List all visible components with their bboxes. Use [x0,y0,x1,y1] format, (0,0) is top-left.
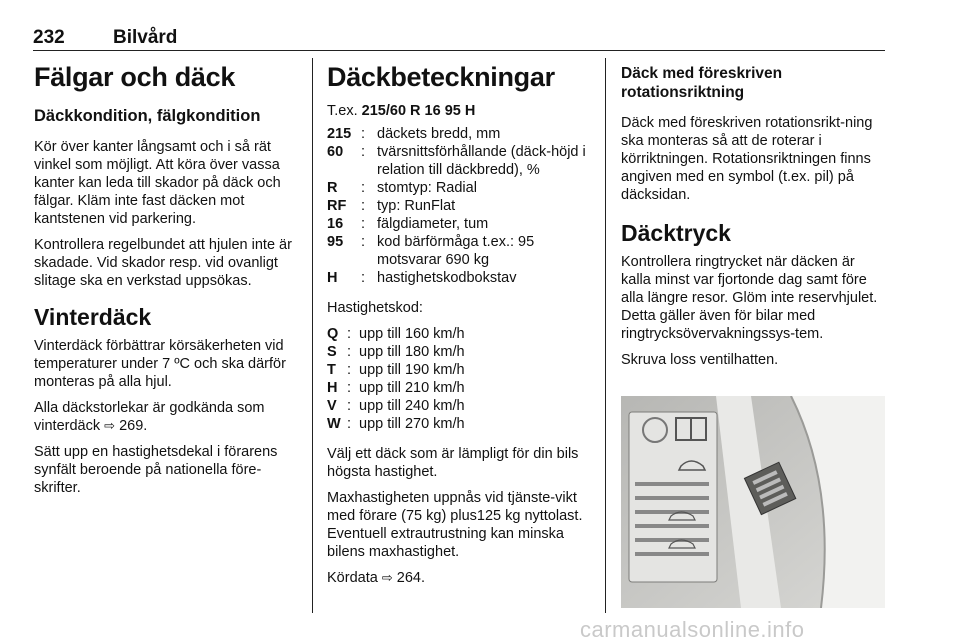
paragraph: Välj ett däck som är lämpligt för din bils högsta hastighet. [327,446,579,480]
paragraph-text: Alla däckstorlekar är godkända som vinterdäck [34,400,265,434]
code-description: kod bärförmåga t.ex.: 95 motsvarar 690 kg [377,234,535,268]
paragraph: Sätt upp en hastighetsdekal i förarens synfält beroende på nationella före-skrifter. [34,444,278,496]
code-key: V [327,398,337,414]
table-row [327,325,465,343]
table-row [327,179,592,197]
tire-pressure-label-photo [621,396,885,608]
table-row [327,233,592,269]
colon: : [347,362,352,378]
main-heading: Fälgar och däck [34,62,236,92]
paragraph: Vinterdäck förbättrar körsäkerheten vid temperaturer under 7 ºC och ska därför monteras på alla hjul. [34,338,286,390]
speed-heading: Hastighetskod: [327,300,423,316]
column-3 [621,58,887,377]
code-description: hastighetskodbokstav [377,270,517,286]
code-description: upp till 240 km/h [359,398,465,414]
page-ref-link[interactable]: 269. [119,418,148,434]
page-ref-icon: ⇨ [104,418,116,433]
section-title: Bilvård [113,27,178,48]
designation-table [327,125,592,287]
code-key: W [327,416,341,432]
code-key: 95 [327,234,344,250]
code-key: R [327,180,338,196]
header-rule [33,50,885,51]
colon: : [361,180,366,196]
code-description: tvärsnittsförhållande (däck-höjd i relation till däckbredd), % [377,144,586,178]
example-prefix: T.ex. [327,103,358,119]
code-description: däckets bredd, mm [377,126,501,142]
colon: : [361,144,366,160]
colon: : [347,380,352,396]
code-description: upp till 270 km/h [359,416,465,432]
code-key: RF [327,198,347,214]
table-row [327,269,592,287]
colon: : [361,234,366,250]
table-row [327,215,592,233]
speed-table [327,325,465,433]
code-key: S [327,344,337,360]
code-description: upp till 210 km/h [359,380,465,396]
paragraph: Kontrollera ringtrycket när däcken är kalla minst var fjortonde dag samt före alla längre resor. Glöm inte reservhjulet. Detta gäller även för bilar med ringtrycksövervakningssys-tem. [621,254,878,342]
paragraph-text: Kördata [327,570,382,586]
door-frame-illustration [621,396,885,608]
heading-pressure: Däcktryck [621,220,731,246]
colon: : [347,344,352,360]
column-divider-1 [312,58,313,613]
example-code: 215/60 R 16 95 H [361,103,476,119]
code-description: typ: RunFlat [377,198,456,214]
code-key: H [327,380,338,396]
table-row [327,125,592,143]
code-key: 60 [327,144,344,160]
paragraph: Däck med föreskriven rotationsrikt-ning ska monteras så att de roterar i körriktningen. Rotationsriktningen finns angiven med en symbol (t.ex. pil) på däcksidan. [621,115,873,203]
heading-winter: Vinterdäck [34,304,152,330]
table-row [327,415,465,433]
code-key: 215 [327,126,352,142]
page-ref-icon: ⇨ [381,570,393,585]
paragraph [327,569,592,587]
page-number: 232 [33,27,65,48]
colon: : [361,216,366,232]
paragraph: Skruva loss ventilhatten. [621,352,779,368]
paragraph: Maxhastigheten uppnås vid tjänste-vikt med förare (75 kg) plus125 kg nyttolast. Eventuell extrautrustning kan minska bilens maxhastighet. [327,490,583,560]
code-key: Q [327,326,339,342]
table-row [327,397,465,415]
table-row [327,379,465,397]
table-row [327,143,592,179]
designations-heading: Däckbeteckningar [327,62,555,92]
code-key: H [327,270,338,286]
subheading-rotation: Däck med föreskriven rotationsriktning [621,65,783,101]
paragraph: Kontrollera regelbundet att hjulen inte är skadade. Vid skador resp. vid ovanligt slitage ska en verkstad uppsökas. [34,237,292,289]
colon: : [361,126,366,142]
code-description: upp till 190 km/h [359,362,465,378]
colon: : [347,326,352,342]
column-2 [327,58,592,595]
table-row [327,361,465,379]
subheading-condition: Däckkondition, fälgkondition [34,107,261,125]
column-divider-2 [605,58,606,613]
paragraph [34,399,299,435]
page-header [33,27,177,49]
paragraph: Kör över kanter långsamt och i så rät vinkel som möjligt. Att köra över vassa kanter kan leda till skador på däck och fälgar. Kläm inte fast däcken mot kantstenen vid parkering. [34,139,281,227]
colon: : [361,270,366,286]
colon: : [347,398,352,414]
code-key: 16 [327,216,344,232]
table-row [327,343,465,361]
table-row [327,197,592,215]
code-description: upp till 180 km/h [359,344,465,360]
column-1 [34,58,299,505]
code-description: upp till 160 km/h [359,326,465,342]
code-key: T [327,362,336,378]
colon: : [361,198,366,214]
page-ref-link[interactable]: 264. [396,570,425,586]
colon: : [347,416,352,432]
code-description: fälgdiameter, tum [377,216,489,232]
example-line [327,103,592,119]
watermark: carmanualsonline.info [580,617,805,642]
code-description: stomtyp: Radial [377,180,477,196]
